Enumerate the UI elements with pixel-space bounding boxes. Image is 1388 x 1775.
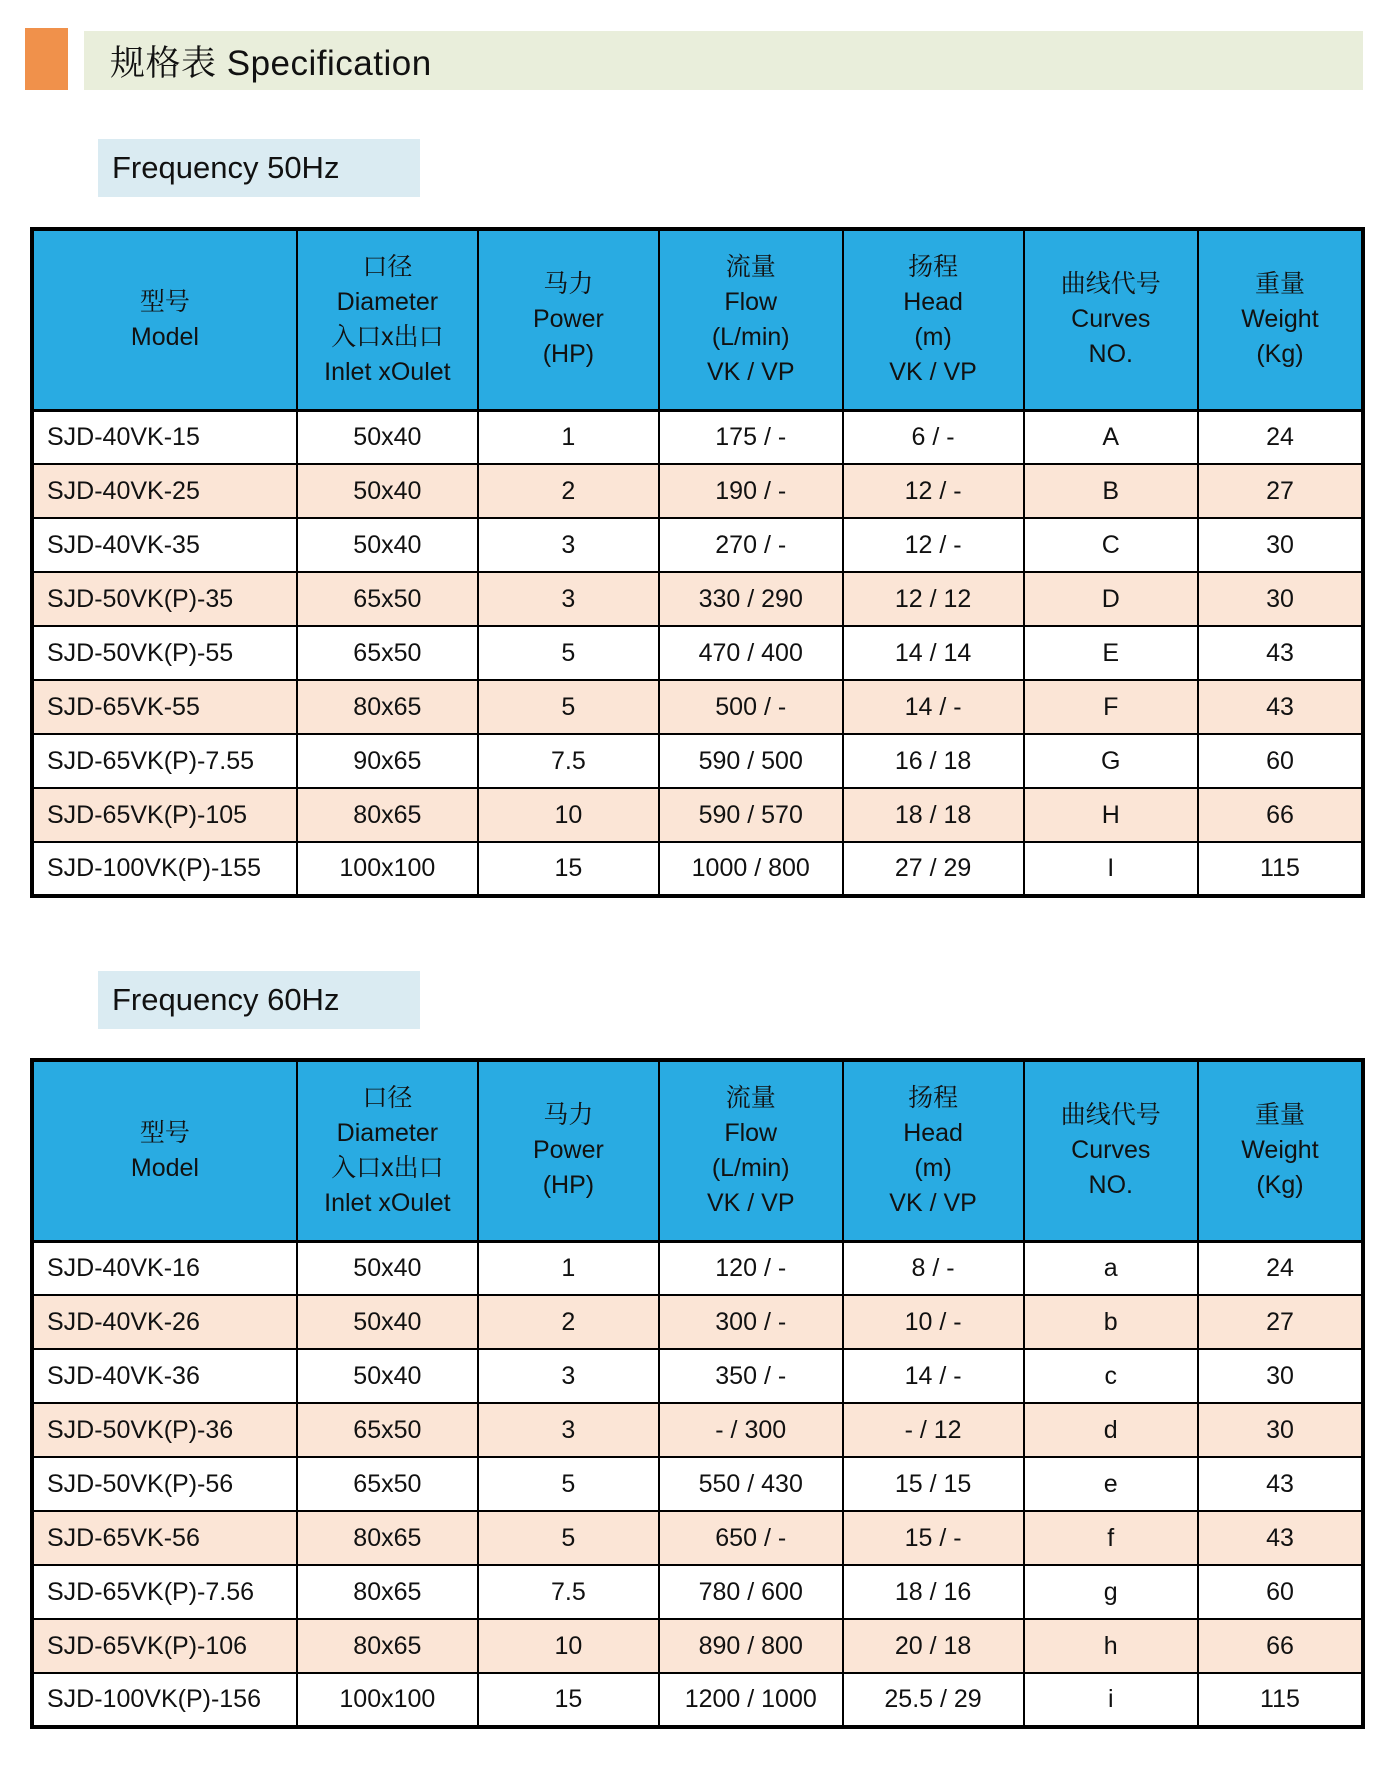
spec-table-60hz xyxy=(30,1058,1365,1729)
cell-model: SJD-65VK(P)-7.55 xyxy=(32,734,297,788)
cell-flow: 270 / - xyxy=(659,518,843,572)
col-header-diameter: 口径 Diameter 入口x出口 Inlet xOulet xyxy=(297,1060,478,1241)
cell-diameter: 65x50 xyxy=(297,626,478,680)
cell-head: 20 / 18 xyxy=(843,1619,1024,1673)
cell-curves: c xyxy=(1024,1349,1198,1403)
spec-table-60hz-body xyxy=(32,1241,1363,1727)
cell-flow: 780 / 600 xyxy=(659,1565,843,1619)
cell-flow: 500 / - xyxy=(659,680,843,734)
cell-curves: G xyxy=(1024,734,1198,788)
cell-weight: 30 xyxy=(1198,1403,1363,1457)
cell-power: 7.5 xyxy=(478,1565,659,1619)
cell-curves: I xyxy=(1024,842,1198,896)
cell-weight: 43 xyxy=(1198,1511,1363,1565)
cell-diameter: 80x65 xyxy=(297,1565,478,1619)
col-header-curves: 曲线代号 Curves NO. xyxy=(1024,229,1198,410)
cell-weight: 43 xyxy=(1198,626,1363,680)
table-row xyxy=(32,1511,1363,1565)
header-row xyxy=(32,1060,1363,1241)
table-row xyxy=(32,626,1363,680)
cell-weight: 30 xyxy=(1198,1349,1363,1403)
cell-head: 6 / - xyxy=(843,410,1024,464)
cell-power: 7.5 xyxy=(478,734,659,788)
cell-flow: 590 / 500 xyxy=(659,734,843,788)
cell-head: 15 / 15 xyxy=(843,1457,1024,1511)
cell-diameter: 80x65 xyxy=(297,1619,478,1673)
cell-flow: 1200 / 1000 xyxy=(659,1673,843,1727)
table-row xyxy=(32,464,1363,518)
col-header-curves: 曲线代号 Curves NO. xyxy=(1024,1060,1198,1241)
cell-model: SJD-100VK(P)-155 xyxy=(32,842,297,896)
orange-accent-square xyxy=(25,28,68,90)
frequency-50hz-text: Frequency 50Hz xyxy=(112,150,340,185)
cell-diameter: 50x40 xyxy=(297,464,478,518)
cell-diameter: 65x50 xyxy=(297,1403,478,1457)
cell-flow: 330 / 290 xyxy=(659,572,843,626)
col-header-power: 马力 Power (HP) xyxy=(478,1060,659,1241)
cell-weight: 66 xyxy=(1198,1619,1363,1673)
col-header-head: 扬程 Head (m) VK / VP xyxy=(843,1060,1024,1241)
cell-head: - / 12 xyxy=(843,1403,1024,1457)
col-header-flow: 流量 Flow (L/min) VK / VP xyxy=(659,1060,843,1241)
cell-weight: 60 xyxy=(1198,1565,1363,1619)
col-header-model: 型号 Model xyxy=(32,1060,297,1241)
cell-model: SJD-65VK-56 xyxy=(32,1511,297,1565)
cell-diameter: 80x65 xyxy=(297,1511,478,1565)
cell-flow: 550 / 430 xyxy=(659,1457,843,1511)
table-row xyxy=(32,680,1363,734)
cell-weight: 27 xyxy=(1198,464,1363,518)
cell-model: SJD-40VK-16 xyxy=(32,1241,297,1295)
cell-head: 12 / - xyxy=(843,464,1024,518)
cell-weight: 60 xyxy=(1198,734,1363,788)
cell-head: 18 / 16 xyxy=(843,1565,1024,1619)
cell-model: SJD-100VK(P)-156 xyxy=(32,1673,297,1727)
cell-flow: 890 / 800 xyxy=(659,1619,843,1673)
cell-diameter: 100x100 xyxy=(297,1673,478,1727)
cell-power: 15 xyxy=(478,842,659,896)
cell-head: 14 / - xyxy=(843,680,1024,734)
cell-model: SJD-65VK(P)-7.56 xyxy=(32,1565,297,1619)
cell-model: SJD-50VK(P)-35 xyxy=(32,572,297,626)
table-row xyxy=(32,572,1363,626)
cell-model: SJD-40VK-36 xyxy=(32,1349,297,1403)
spec-table-50hz xyxy=(30,227,1365,898)
cell-power: 2 xyxy=(478,464,659,518)
cell-head: 12 / 12 xyxy=(843,572,1024,626)
cell-weight: 24 xyxy=(1198,410,1363,464)
table-row xyxy=(32,788,1363,842)
table-row xyxy=(32,1403,1363,1457)
table-row xyxy=(32,1619,1363,1673)
cell-flow: 350 / - xyxy=(659,1349,843,1403)
col-header-model: 型号 Model xyxy=(32,229,297,410)
table-row xyxy=(32,1565,1363,1619)
cell-flow: 300 / - xyxy=(659,1295,843,1349)
cell-head: 15 / - xyxy=(843,1511,1024,1565)
cell-flow: 120 / - xyxy=(659,1241,843,1295)
cell-weight: 43 xyxy=(1198,680,1363,734)
spec-table-50hz-body xyxy=(32,410,1363,896)
cell-curves: e xyxy=(1024,1457,1198,1511)
cell-weight: 30 xyxy=(1198,572,1363,626)
table-row xyxy=(32,1457,1363,1511)
cell-model: SJD-40VK-25 xyxy=(32,464,297,518)
cell-weight: 24 xyxy=(1198,1241,1363,1295)
table-row xyxy=(32,518,1363,572)
cell-power: 3 xyxy=(478,572,659,626)
cell-curves: d xyxy=(1024,1403,1198,1457)
cell-model: SJD-50VK(P)-55 xyxy=(32,626,297,680)
col-header-weight: 重量 Weight (Kg) xyxy=(1198,229,1363,410)
cell-weight: 115 xyxy=(1198,1673,1363,1727)
cell-curves: a xyxy=(1024,1241,1198,1295)
cell-model: SJD-65VK-55 xyxy=(32,680,297,734)
cell-diameter: 65x50 xyxy=(297,572,478,626)
cell-power: 5 xyxy=(478,1457,659,1511)
table-row xyxy=(32,1673,1363,1727)
cell-diameter: 50x40 xyxy=(297,410,478,464)
cell-curves: F xyxy=(1024,680,1198,734)
cell-power: 1 xyxy=(478,410,659,464)
cell-power: 10 xyxy=(478,788,659,842)
cell-weight: 115 xyxy=(1198,842,1363,896)
cell-power: 5 xyxy=(478,680,659,734)
cell-model: SJD-50VK(P)-56 xyxy=(32,1457,297,1511)
cell-power: 3 xyxy=(478,1349,659,1403)
cell-diameter: 80x65 xyxy=(297,788,478,842)
cell-weight: 43 xyxy=(1198,1457,1363,1511)
page-title: 规格表 Specification xyxy=(110,43,432,83)
col-header-power: 马力 Power (HP) xyxy=(478,229,659,410)
cell-curves: h xyxy=(1024,1619,1198,1673)
cell-head: 12 / - xyxy=(843,518,1024,572)
table-row xyxy=(32,734,1363,788)
cell-diameter: 50x40 xyxy=(297,518,478,572)
table-row xyxy=(32,1241,1363,1295)
cell-flow: 1000 / 800 xyxy=(659,842,843,896)
col-header-weight: 重量 Weight (Kg) xyxy=(1198,1060,1363,1241)
frequency-60hz-text: Frequency 60Hz xyxy=(112,982,340,1017)
cell-power: 15 xyxy=(478,1673,659,1727)
cell-model: SJD-40VK-15 xyxy=(32,410,297,464)
cell-power: 1 xyxy=(478,1241,659,1295)
cell-diameter: 100x100 xyxy=(297,842,478,896)
cell-curves: f xyxy=(1024,1511,1198,1565)
cell-model: SJD-50VK(P)-36 xyxy=(32,1403,297,1457)
table-row xyxy=(32,842,1363,896)
cell-head: 25.5 / 29 xyxy=(843,1673,1024,1727)
cell-head: 16 / 18 xyxy=(843,734,1024,788)
cell-diameter: 50x40 xyxy=(297,1241,478,1295)
frequency-50hz-label xyxy=(98,139,420,197)
cell-curves: A xyxy=(1024,410,1198,464)
cell-curves: D xyxy=(1024,572,1198,626)
cell-power: 5 xyxy=(478,1511,659,1565)
cell-weight: 27 xyxy=(1198,1295,1363,1349)
cell-head: 10 / - xyxy=(843,1295,1024,1349)
cell-model: SJD-40VK-26 xyxy=(32,1295,297,1349)
table-row xyxy=(32,1295,1363,1349)
cell-diameter: 50x40 xyxy=(297,1295,478,1349)
col-header-diameter: 口径 Diameter 入口x出口 Inlet xOulet xyxy=(297,229,478,410)
cell-model: SJD-65VK(P)-106 xyxy=(32,1619,297,1673)
cell-curves: C xyxy=(1024,518,1198,572)
cell-flow: 175 / - xyxy=(659,410,843,464)
cell-curves: g xyxy=(1024,1565,1198,1619)
cell-power: 2 xyxy=(478,1295,659,1349)
cell-model: SJD-65VK(P)-105 xyxy=(32,788,297,842)
cell-curves: H xyxy=(1024,788,1198,842)
cell-flow: 650 / - xyxy=(659,1511,843,1565)
cell-curves: E xyxy=(1024,626,1198,680)
cell-flow: - / 300 xyxy=(659,1403,843,1457)
cell-flow: 590 / 570 xyxy=(659,788,843,842)
cell-diameter: 90x65 xyxy=(297,734,478,788)
cell-power: 3 xyxy=(478,1403,659,1457)
cell-diameter: 80x65 xyxy=(297,680,478,734)
col-header-head: 扬程 Head (m) VK / VP xyxy=(843,229,1024,410)
table-row xyxy=(32,1349,1363,1403)
cell-curves: B xyxy=(1024,464,1198,518)
table-row xyxy=(32,410,1363,464)
cell-flow: 190 / - xyxy=(659,464,843,518)
frequency-60hz-label xyxy=(98,971,420,1029)
cell-power: 5 xyxy=(478,626,659,680)
cell-curves: b xyxy=(1024,1295,1198,1349)
cell-diameter: 50x40 xyxy=(297,1349,478,1403)
cell-head: 18 / 18 xyxy=(843,788,1024,842)
col-header-flow: 流量 Flow (L/min) VK / VP xyxy=(659,229,843,410)
cell-flow: 470 / 400 xyxy=(659,626,843,680)
cell-head: 27 / 29 xyxy=(843,842,1024,896)
cell-curves: i xyxy=(1024,1673,1198,1727)
section-title-bar xyxy=(84,31,1363,90)
cell-power: 10 xyxy=(478,1619,659,1673)
cell-model: SJD-40VK-35 xyxy=(32,518,297,572)
cell-diameter: 65x50 xyxy=(297,1457,478,1511)
cell-power: 3 xyxy=(478,518,659,572)
header-row xyxy=(32,229,1363,410)
cell-head: 14 / 14 xyxy=(843,626,1024,680)
cell-head: 8 / - xyxy=(843,1241,1024,1295)
cell-weight: 66 xyxy=(1198,788,1363,842)
cell-head: 14 / - xyxy=(843,1349,1024,1403)
cell-weight: 30 xyxy=(1198,518,1363,572)
